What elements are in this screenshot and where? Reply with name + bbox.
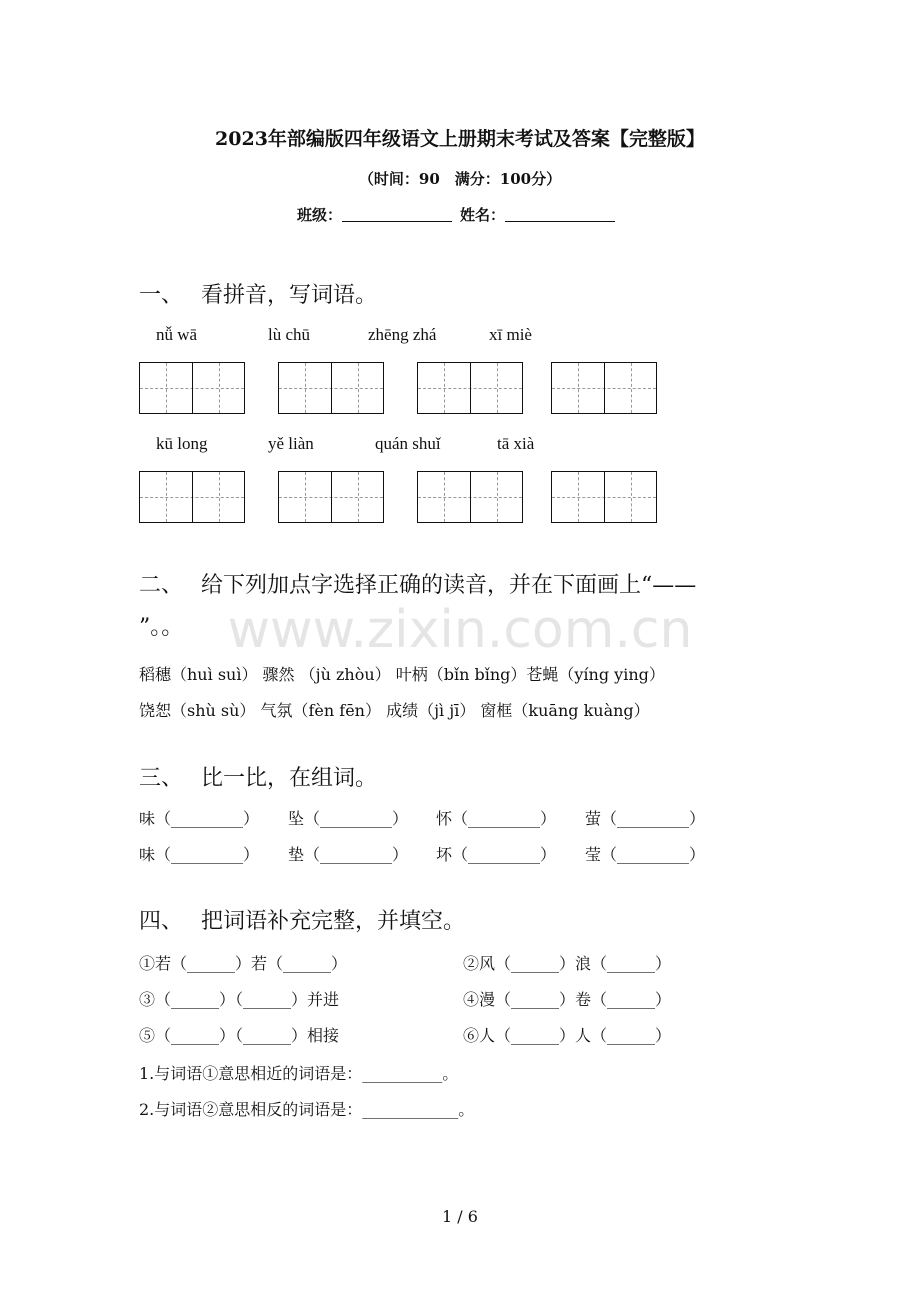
writing-grid[interactable] <box>551 362 657 414</box>
student-info-line <box>0 204 920 225</box>
writing-grid[interactable] <box>551 471 657 523</box>
compare-word: 坠（_________） <box>288 809 409 828</box>
pinyin-label: nǚ wā <box>156 325 198 344</box>
section-2-heading-continued: ”。。 <box>139 615 184 640</box>
compare-word: 味（_________） <box>139 809 260 828</box>
pinyin-label: yě liàn <box>268 434 314 453</box>
question-1: 1.与词语①意思相近的词语是：__________。 <box>139 1064 459 1083</box>
compare-word: 坏（_________） <box>436 845 557 864</box>
fill-idiom: ①若（______）若（______） <box>139 954 348 973</box>
writing-grid[interactable] <box>417 362 523 414</box>
section-title: 给下列加点字选择正确的读音，并在下面画上“—— <box>201 573 697 598</box>
compare-word: 怀（_________） <box>436 809 557 828</box>
pinyin-label: kū long <box>156 434 208 453</box>
writing-grid[interactable] <box>139 471 245 523</box>
section-number: 二、 <box>139 573 184 598</box>
class-label: 班级： <box>296 206 342 224</box>
section-title: 看拼音，写词语。 <box>201 283 378 308</box>
fill-idiom: ③（______）（______）并进 <box>139 990 340 1009</box>
question-2: 2.与词语②意思相反的词语是：____________。 <box>139 1100 475 1119</box>
writing-grid[interactable] <box>139 362 245 414</box>
class-blank <box>342 205 452 222</box>
compare-word: 萤（_________） <box>585 809 706 828</box>
section-number: 一、 <box>139 283 184 308</box>
section-3-heading <box>139 761 377 792</box>
fill-idiom: ④漫（______）卷（______） <box>463 990 672 1009</box>
fill-idiom: ②风（______）浪（______） <box>463 954 672 973</box>
pinyin-label: lù chū <box>268 325 311 344</box>
pinyin-label: tā xià <box>497 434 535 453</box>
fill-idiom: ⑥人（______）人（______） <box>463 1026 672 1045</box>
document-title: 2023年部编版四年级语文上册期末考试及答案【完整版】 <box>215 128 705 150</box>
name-label: 姓名： <box>460 206 506 224</box>
section-title: 把词语补充完整，并填空。 <box>201 909 466 934</box>
name-blank <box>505 205 615 222</box>
writing-grid[interactable] <box>278 362 384 414</box>
watermark: www.zixin.com.cn <box>227 600 693 660</box>
pronunciation-line: 稻穗（huì suì） 骤然 （jù zhòu） 叶柄（bǐn bǐng）苍蝇（yíng ying） <box>139 665 665 684</box>
exam-info: （时间：90 满分：100分） <box>358 170 562 188</box>
section-number: 三、 <box>139 766 184 791</box>
section-4-heading <box>139 904 465 935</box>
section-1-heading <box>139 278 377 309</box>
pinyin-label: zhēng zhá <box>368 325 437 344</box>
pinyin-label: xī miè <box>489 325 532 344</box>
writing-grid[interactable] <box>417 471 523 523</box>
writing-grid[interactable] <box>278 471 384 523</box>
compare-word: 垫（_________） <box>288 845 409 864</box>
compare-word: 味（_________） <box>139 845 260 864</box>
fill-idiom: ⑤（______）（______）相接 <box>139 1026 340 1045</box>
page-number: 1 / 6 <box>442 1207 478 1226</box>
section-number: 四、 <box>139 909 184 934</box>
section-2-heading <box>139 568 696 599</box>
pronunciation-line: 饶恕（shù sù） 气氛（fèn fēn） 成绩（jì jī） 窗框（kuāng kuàng） <box>139 701 650 720</box>
section-title: 比一比，在组词。 <box>201 766 378 791</box>
compare-word: 莹（_________） <box>585 845 706 864</box>
pinyin-label: quán shuǐ <box>375 434 441 453</box>
